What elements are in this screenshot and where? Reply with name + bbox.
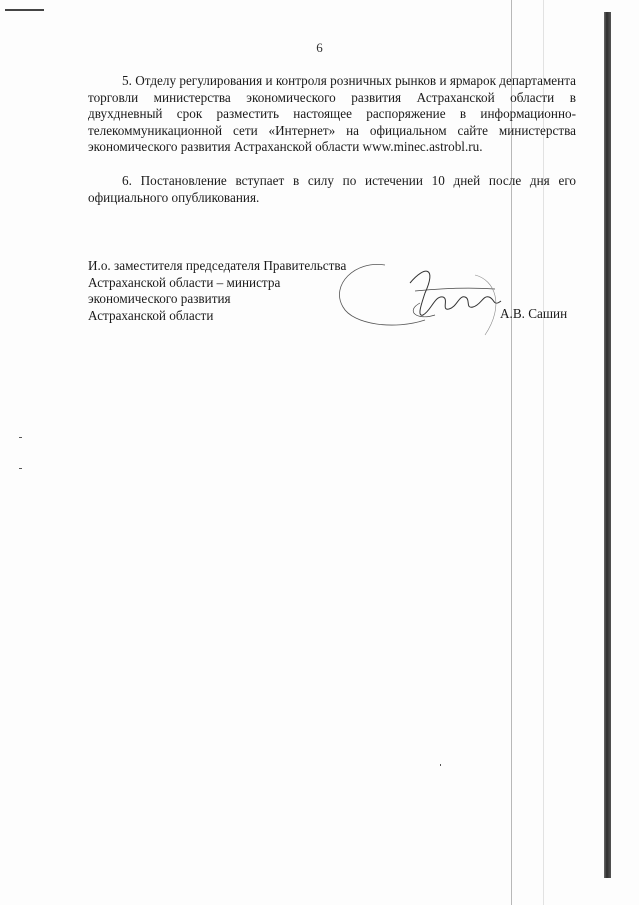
page-number: 6 — [316, 40, 323, 55]
handwritten-signature — [325, 245, 515, 345]
paragraph-6 — [88, 173, 576, 206]
signatory-title-line: Астраханской области – министра — [88, 274, 281, 290]
paragraph-5-text: 5. Отделу регулирования и контроля розничных рынков и ярмарок департамента торговли министерства экономического развития Астраханской области в двухдневный срок разместить настоящее распоряжение в информационно-телекоммуникационной сети «Интернет» на официальном сайте министерства экономического развития Астраханской области www.minec.astrobl.ru. — [88, 73, 576, 155]
scan-speck — [19, 468, 22, 469]
signatory-title-line: Астраханской области — [88, 307, 214, 323]
signatory-title-line: И.о. заместителя председателя Правительства — [88, 258, 347, 273]
scan-edge-shadow — [604, 12, 611, 878]
scan-speck — [440, 764, 441, 766]
signatory-name: А.В. Сашин — [500, 306, 568, 321]
paragraph-6-text: 6. Постановление вступает в силу по истечении 10 дней после дня его официального опубликования. — [88, 173, 576, 205]
paragraph-5 — [88, 73, 576, 156]
scan-speck — [19, 437, 22, 438]
scan-mark — [5, 9, 44, 11]
signatory-title — [88, 258, 346, 324]
signatory-title-line: экономического развития — [88, 291, 231, 307]
